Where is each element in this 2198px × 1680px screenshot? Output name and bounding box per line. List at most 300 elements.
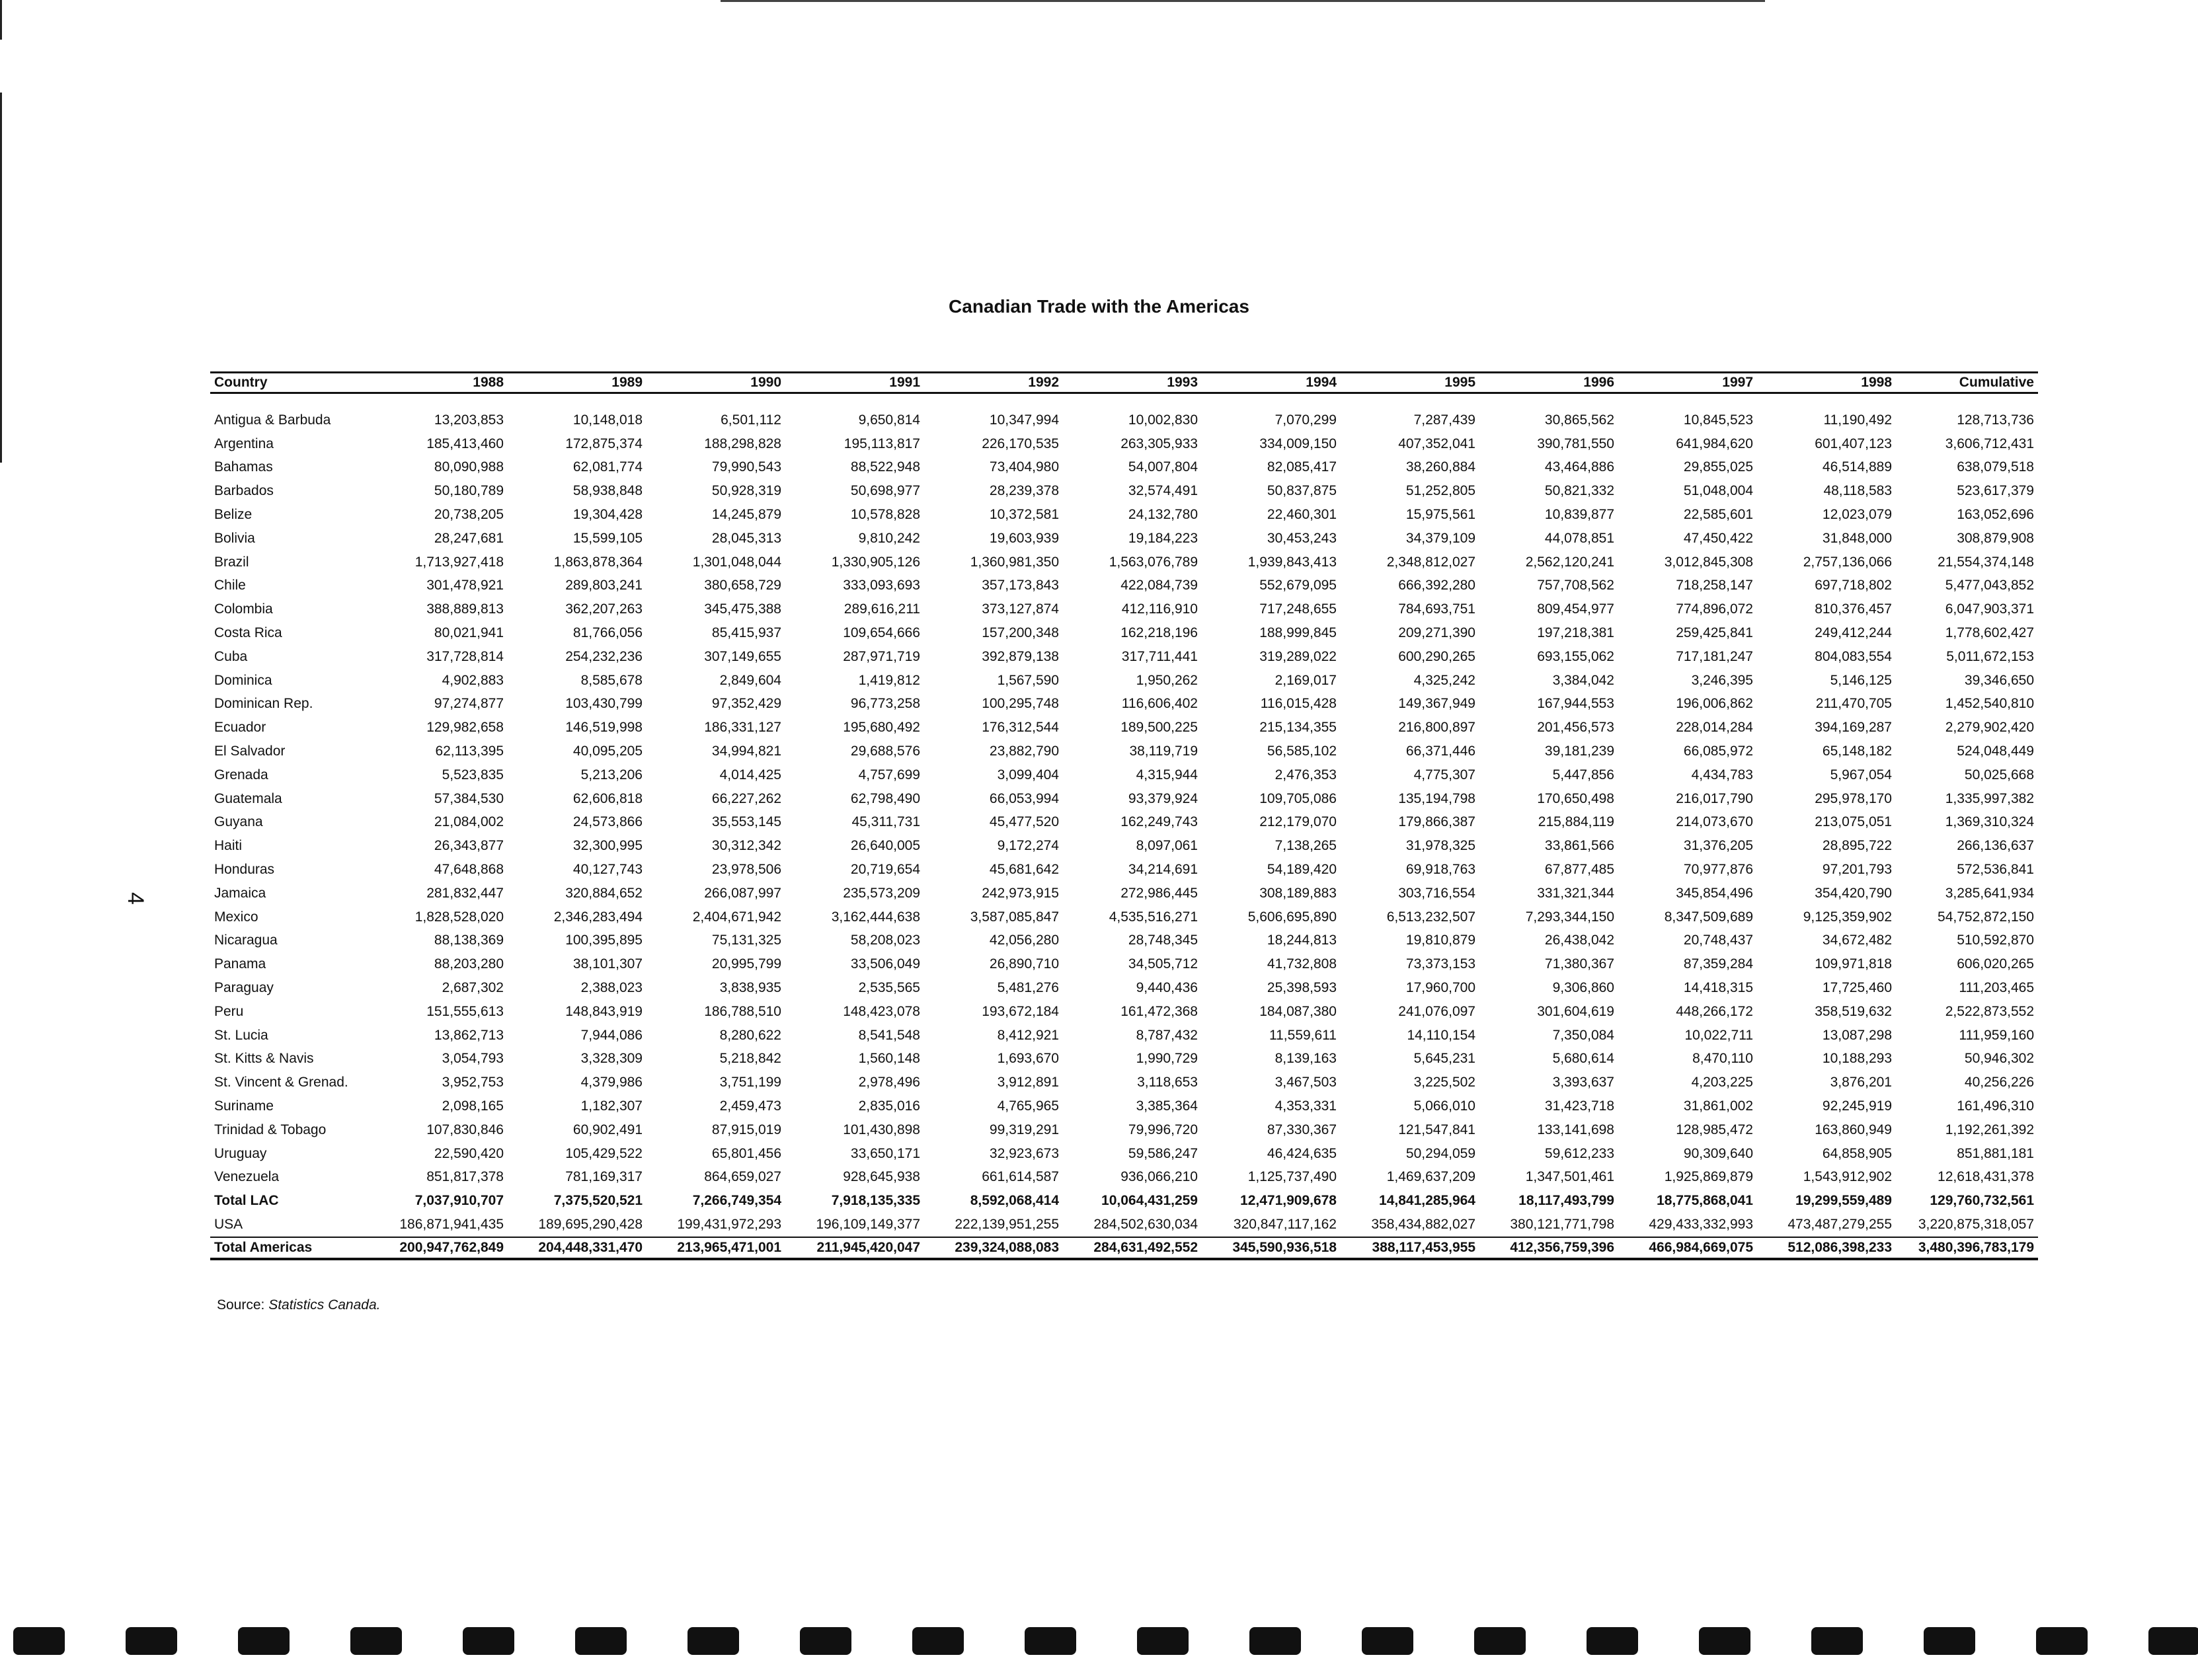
value-cell: 2,835,016: [858, 1098, 920, 1114]
value-cell: 12,471,909,678: [1240, 1193, 1337, 1209]
value-cell: 7,918,135,335: [831, 1193, 920, 1209]
value-cell: 199,431,972,293: [677, 1216, 781, 1232]
value-cell: 97,274,877: [434, 696, 504, 712]
value-cell: 34,505,712: [1128, 956, 1198, 972]
value-cell: 7,266,749,354: [692, 1193, 781, 1209]
value-cell: 717,248,655: [1259, 601, 1337, 617]
value-cell: 184,087,380: [1259, 1003, 1337, 1019]
value-cell: 151,555,613: [426, 1003, 504, 1019]
value-cell: 10,372,581: [989, 507, 1059, 523]
table-body: [210, 393, 2038, 1259]
value-cell: 281,832,447: [426, 885, 504, 901]
value-cell: 266,087,997: [704, 885, 781, 901]
table-row: [210, 1213, 2038, 1237]
value-cell: 100,395,895: [565, 933, 643, 948]
value-cell: 62,798,490: [850, 790, 920, 806]
value-cell: 109,971,818: [1815, 956, 1892, 972]
value-cell: 30,453,243: [1267, 530, 1337, 546]
value-cell: 87,915,019: [711, 1122, 781, 1137]
value-cell: 22,460,301: [1267, 507, 1337, 523]
perforation-mark: [1025, 1627, 1076, 1655]
value-cell: 1,301,048,044: [692, 554, 781, 570]
value-cell: 1,335,997,382: [1945, 790, 2034, 806]
value-cell: 28,045,313: [711, 530, 781, 546]
value-cell: 10,148,018: [572, 412, 643, 428]
table-row: [210, 621, 2038, 645]
value-cell: 512,086,398,233: [1757, 1237, 1896, 1259]
country-cell: Honduras: [214, 862, 275, 878]
table-row: [210, 1118, 2038, 1142]
column-header-1992: 1992: [924, 373, 1063, 393]
value-cell: 59,586,247: [1128, 1145, 1198, 1161]
value-cell: 1,330,905,126: [831, 554, 920, 570]
value-cell: 289,616,211: [844, 601, 920, 617]
value-cell: 3,099,404: [997, 767, 1059, 783]
value-cell: 3,225,502: [1413, 1075, 1475, 1090]
perforation-mark: [1362, 1627, 1413, 1655]
value-cell: 222,139,951,255: [955, 1216, 1059, 1232]
value-cell: 3,162,444,638: [831, 909, 920, 925]
value-cell: 241,076,097: [1398, 1003, 1475, 1019]
value-cell: 82,085,417: [1267, 459, 1337, 475]
value-cell: 107,830,846: [426, 1122, 504, 1137]
country-cell: Trinidad & Tobago: [214, 1122, 327, 1137]
value-cell: 1,713,927,418: [414, 554, 504, 570]
table-row: [210, 693, 2038, 716]
value-cell: 48,118,583: [1823, 483, 1892, 499]
value-cell: 26,438,042: [1544, 933, 1614, 948]
value-cell: 41,732,808: [1267, 956, 1337, 972]
value-cell: 9,172,274: [997, 838, 1059, 854]
value-cell: 38,260,884: [1405, 459, 1475, 475]
value-cell: 5,066,010: [1413, 1098, 1475, 1114]
value-cell: 1,182,307: [580, 1098, 643, 1114]
value-cell: 358,434,882,027: [1371, 1216, 1475, 1232]
value-cell: 392,879,138: [982, 648, 1059, 664]
value-cell: 4,535,516,271: [1109, 909, 1198, 925]
value-cell: 2,279,902,420: [1945, 720, 2034, 736]
value-cell: 301,604,619: [1537, 1003, 1614, 1019]
value-cell: 148,423,078: [843, 1003, 920, 1019]
table-row: [210, 456, 2038, 480]
value-cell: 334,009,150: [1259, 436, 1337, 451]
value-cell: 64,858,905: [1822, 1145, 1892, 1161]
value-cell: 18,244,813: [1267, 933, 1337, 948]
value-cell: 193,672,184: [982, 1003, 1059, 1019]
value-cell: 90,309,640: [1683, 1145, 1753, 1161]
value-cell: 80,090,988: [434, 459, 504, 475]
country-cell: Dominica: [214, 672, 272, 688]
value-cell: 641,984,620: [1676, 436, 1753, 451]
value-cell: 100,295,748: [982, 696, 1059, 712]
perforation-mark: [350, 1627, 402, 1655]
value-cell: 15,975,561: [1405, 507, 1475, 523]
table-row: [210, 834, 2038, 858]
table-row: [210, 1071, 2038, 1094]
table-row: [210, 905, 2038, 929]
perforation-mark: [1924, 1627, 1975, 1655]
value-cell: 1,950,262: [1136, 672, 1198, 688]
value-cell: 266,136,637: [1957, 838, 2034, 854]
value-cell: 46,424,635: [1267, 1145, 1337, 1161]
perforation-mark: [2148, 1627, 2198, 1655]
value-cell: 3,480,396,783,179: [1896, 1237, 2038, 1259]
value-cell: 19,184,223: [1128, 530, 1198, 546]
value-cell: 189,695,290,428: [538, 1216, 643, 1232]
value-cell: 5,606,695,890: [1247, 909, 1337, 925]
page-number: 4: [122, 892, 148, 905]
table-row: [210, 1189, 2038, 1213]
value-cell: 58,938,848: [572, 483, 643, 499]
source-name: Statistics Canada.: [268, 1297, 381, 1313]
value-cell: 116,606,402: [1121, 696, 1198, 712]
value-cell: 7,037,910,707: [414, 1193, 504, 1209]
value-cell: 362,207,263: [565, 601, 643, 617]
value-cell: 473,487,279,255: [1787, 1216, 1892, 1232]
value-cell: 757,708,562: [1537, 578, 1614, 593]
value-cell: 7,350,084: [1552, 1027, 1614, 1043]
value-cell: 35,553,145: [711, 814, 781, 830]
perforation-mark: [1811, 1627, 1863, 1655]
value-cell: 103,430,799: [565, 696, 643, 712]
country-cell: Peru: [214, 1003, 244, 1019]
value-cell: 214,073,670: [1676, 814, 1753, 830]
value-cell: 79,996,720: [1128, 1122, 1198, 1137]
value-cell: 186,871,941,435: [399, 1216, 504, 1232]
value-cell: 201,456,573: [1537, 720, 1614, 736]
value-cell: 50,821,332: [1544, 483, 1614, 499]
value-cell: 97,352,429: [711, 696, 781, 712]
value-cell: 129,760,732,561: [1930, 1193, 2034, 1209]
value-cell: 809,454,977: [1537, 601, 1614, 617]
value-cell: 97,201,793: [1822, 862, 1892, 878]
value-cell: 9,440,436: [1136, 980, 1198, 996]
value-cell: 62,113,395: [435, 744, 504, 759]
value-cell: 2,388,023: [580, 980, 643, 996]
value-cell: 1,469,637,209: [1386, 1169, 1475, 1185]
value-cell: 10,022,711: [1684, 1027, 1753, 1043]
value-cell: 466,984,669,075: [1618, 1237, 1757, 1259]
value-cell: 96,773,258: [850, 696, 920, 712]
value-cell: 3,912,891: [997, 1075, 1059, 1090]
country-cell: Suriname: [214, 1098, 274, 1114]
value-cell: 523,617,379: [1957, 483, 2034, 499]
value-cell: 38,119,719: [1129, 744, 1198, 759]
value-cell: 92,245,919: [1822, 1098, 1892, 1114]
value-cell: 188,298,828: [704, 436, 781, 451]
value-cell: 12,618,431,378: [1938, 1169, 2034, 1185]
country-cell: Dominican Rep.: [214, 696, 313, 712]
column-header-1994: 1994: [1202, 373, 1341, 393]
binding-mark-middle: [0, 93, 2, 463]
country-cell: St. Lucia: [214, 1027, 268, 1043]
value-cell: 19,299,559,489: [1795, 1193, 1892, 1209]
value-cell: 317,711,441: [1121, 648, 1198, 664]
value-cell: 13,203,853: [434, 412, 504, 428]
value-cell: 45,681,642: [989, 862, 1059, 878]
value-cell: 3,876,201: [1830, 1075, 1892, 1090]
column-header-cumulative: Cumulative: [1896, 373, 2038, 393]
value-cell: 39,346,650: [1964, 672, 2034, 688]
value-cell: 8,412,921: [997, 1027, 1059, 1043]
value-cell: 235,573,209: [843, 885, 920, 901]
country-cell: Cuba: [214, 648, 248, 664]
value-cell: 552,679,095: [1259, 578, 1337, 593]
value-cell: 249,412,244: [1815, 625, 1892, 641]
value-cell: 19,304,428: [572, 507, 643, 523]
value-cell: 226,170,535: [982, 436, 1059, 451]
value-cell: 80,021,941: [434, 625, 504, 641]
value-cell: 185,413,460: [426, 436, 504, 451]
value-cell: 18,775,868,041: [1657, 1193, 1753, 1209]
value-cell: 66,053,994: [989, 790, 1059, 806]
value-cell: 2,687,302: [442, 980, 504, 996]
value-cell: 31,376,205: [1683, 838, 1753, 854]
value-cell: 1,939,843,413: [1247, 554, 1337, 570]
table-row: [210, 811, 2038, 835]
value-cell: 109,654,666: [843, 625, 920, 641]
value-cell: 69,918,763: [1405, 862, 1475, 878]
value-cell: 28,239,378: [989, 483, 1059, 499]
value-cell: 10,845,523: [1683, 412, 1753, 428]
value-cell: 601,407,123: [1815, 436, 1892, 451]
country-cell: Brazil: [214, 554, 249, 570]
value-cell: 388,889,813: [426, 601, 504, 617]
value-cell: 211,945,420,047: [785, 1237, 924, 1259]
value-cell: 129,982,658: [426, 720, 504, 736]
value-cell: 24,132,780: [1128, 507, 1198, 523]
value-cell: 3,606,712,431: [1945, 436, 2034, 451]
value-cell: 259,425,841: [1676, 625, 1753, 641]
value-cell: 254,232,236: [565, 648, 643, 664]
value-cell: 19,810,879: [1405, 933, 1475, 948]
value-cell: 28,247,681: [434, 530, 504, 546]
value-cell: 284,631,492,552: [1063, 1237, 1202, 1259]
value-cell: 46,514,889: [1822, 459, 1892, 475]
value-cell: 47,648,868: [434, 862, 504, 878]
value-cell: 23,978,506: [711, 862, 781, 878]
top-edge-rule: [721, 0, 1765, 2]
value-cell: 331,321,344: [1537, 885, 1614, 901]
country-cell: Bolivia: [214, 530, 255, 546]
value-cell: 170,650,498: [1537, 790, 1614, 806]
value-cell: 26,343,877: [434, 838, 504, 854]
value-cell: 73,404,980: [989, 459, 1059, 475]
table-row: [210, 929, 2038, 953]
value-cell: 186,331,127: [704, 720, 781, 736]
country-cell: Nicaragua: [214, 933, 278, 948]
value-cell: 65,148,182: [1822, 744, 1892, 759]
value-cell: 4,325,242: [1413, 672, 1475, 688]
value-cell: 284,502,630,034: [1093, 1216, 1198, 1232]
value-cell: 213,965,471,001: [647, 1237, 785, 1259]
value-cell: 242,973,915: [982, 885, 1059, 901]
value-cell: 3,384,042: [1552, 672, 1614, 688]
value-cell: 345,475,388: [704, 601, 781, 617]
value-cell: 429,433,332,993: [1649, 1216, 1753, 1232]
value-cell: 135,194,798: [1398, 790, 1475, 806]
value-cell: 28,748,345: [1128, 933, 1198, 948]
value-cell: 75,131,325: [711, 933, 781, 948]
value-cell: 8,280,622: [719, 1027, 781, 1043]
value-cell: 3,012,845,308: [1664, 554, 1753, 570]
value-cell: 197,218,381: [1537, 625, 1614, 641]
value-cell: 2,098,165: [442, 1098, 504, 1114]
value-cell: 2,535,565: [858, 980, 920, 996]
value-cell: 32,923,673: [989, 1145, 1059, 1161]
value-cell: 14,841,285,964: [1379, 1193, 1475, 1209]
country-cell: Guyana: [214, 814, 263, 830]
country-cell: Colombia: [214, 601, 273, 617]
country-cell: Chile: [214, 578, 246, 593]
value-cell: 161,496,310: [1957, 1098, 2034, 1114]
value-cell: 10,064,431,259: [1101, 1193, 1198, 1209]
value-cell: 111,959,160: [1959, 1027, 2034, 1043]
value-cell: 50,928,319: [711, 483, 781, 499]
value-cell: 8,139,163: [1275, 1051, 1337, 1067]
value-cell: 228,014,284: [1676, 720, 1753, 736]
column-header-1996: 1996: [1479, 373, 1618, 393]
value-cell: 40,256,226: [1964, 1075, 2034, 1090]
table-row: [210, 858, 2038, 882]
column-header-1991: 1991: [785, 373, 924, 393]
perforation-mark: [463, 1627, 514, 1655]
value-cell: 345,590,936,518: [1202, 1237, 1341, 1259]
value-cell: 29,688,576: [850, 744, 920, 759]
value-cell: 31,848,000: [1822, 530, 1892, 546]
value-cell: 4,353,331: [1275, 1098, 1337, 1114]
value-cell: 303,716,554: [1398, 885, 1475, 901]
value-cell: 2,978,496: [858, 1075, 920, 1090]
value-cell: 20,748,437: [1683, 933, 1753, 948]
country-cell: Total LAC: [214, 1193, 279, 1209]
value-cell: 3,467,503: [1275, 1075, 1337, 1090]
value-cell: 15,599,105: [572, 530, 643, 546]
page-title: Canadian Trade with the Americas: [949, 296, 1249, 317]
value-cell: 388,117,453,955: [1341, 1237, 1479, 1259]
country-cell: Jamaica: [214, 885, 266, 901]
value-cell: 26,640,005: [850, 838, 920, 854]
value-cell: 2,562,120,241: [1525, 554, 1614, 570]
value-cell: 215,884,119: [1538, 814, 1614, 830]
value-cell: 73,373,153: [1405, 956, 1475, 972]
value-cell: 20,719,654: [850, 862, 920, 878]
value-cell: 606,020,265: [1957, 956, 2034, 972]
value-cell: 25,398,593: [1267, 980, 1337, 996]
value-cell: 38,101,307: [572, 956, 643, 972]
value-cell: 79,990,543: [711, 459, 781, 475]
country-cell: Haiti: [214, 838, 243, 854]
country-cell: Paraguay: [214, 980, 274, 996]
column-header-1993: 1993: [1063, 373, 1202, 393]
value-cell: 10,188,293: [1822, 1051, 1892, 1067]
perforation-mark: [575, 1627, 627, 1655]
value-cell: 4,902,883: [442, 672, 504, 688]
value-cell: 2,849,604: [719, 672, 781, 688]
value-cell: 21,554,374,148: [1938, 554, 2034, 570]
value-cell: 8,592,068,414: [970, 1193, 1059, 1209]
value-cell: 407,352,041: [1398, 436, 1475, 451]
value-cell: 1,192,261,392: [1945, 1122, 2034, 1137]
value-cell: 2,459,473: [719, 1098, 781, 1114]
column-header-1998: 1998: [1757, 373, 1896, 393]
value-cell: 128,985,472: [1676, 1122, 1753, 1137]
perforation-mark: [2036, 1627, 2088, 1655]
value-cell: 209,271,390: [1398, 625, 1475, 641]
value-cell: 121,547,841: [1398, 1122, 1475, 1137]
value-cell: 697,718,802: [1815, 578, 1892, 593]
value-cell: 1,828,528,020: [414, 909, 504, 925]
value-cell: 380,121,771,798: [1510, 1216, 1614, 1232]
value-cell: 5,481,276: [997, 980, 1059, 996]
value-cell: 34,214,691: [1128, 862, 1198, 878]
value-cell: 111,203,465: [1959, 980, 2034, 996]
value-cell: 572,536,841: [1957, 862, 2034, 878]
table-row: [210, 1000, 2038, 1024]
value-cell: 1,543,912,902: [1803, 1169, 1892, 1185]
value-cell: 422,084,739: [1120, 578, 1198, 593]
value-cell: 301,478,921: [426, 578, 504, 593]
value-cell: 34,379,109: [1405, 530, 1475, 546]
value-cell: 105,429,522: [565, 1145, 643, 1161]
value-cell: 216,800,897: [1398, 720, 1475, 736]
value-cell: 66,085,972: [1683, 744, 1753, 759]
value-cell: 666,392,280: [1398, 578, 1475, 593]
value-cell: 6,513,232,507: [1386, 909, 1475, 925]
value-cell: 600,290,265: [1398, 648, 1475, 664]
table-row: [210, 574, 2038, 598]
value-cell: 58,208,023: [850, 933, 920, 948]
value-cell: 8,347,509,689: [1664, 909, 1753, 925]
perforation-mark: [1474, 1627, 1526, 1655]
perforation-mark: [126, 1627, 177, 1655]
country-cell: Antigua & Barbuda: [214, 412, 331, 428]
value-cell: 19,603,939: [989, 530, 1059, 546]
value-cell: 2,522,873,552: [1945, 1003, 2034, 1019]
value-cell: 13,087,298: [1822, 1027, 1892, 1043]
value-cell: 188,999,845: [1259, 625, 1337, 641]
value-cell: 4,014,425: [719, 767, 781, 783]
country-cell: Costa Rica: [214, 625, 282, 641]
value-cell: 42,056,280: [989, 933, 1059, 948]
country-cell: Total Americas: [210, 1237, 369, 1259]
value-cell: 9,306,860: [1552, 980, 1614, 996]
value-cell: 774,896,072: [1676, 601, 1753, 617]
value-cell: 50,837,875: [1267, 483, 1337, 499]
value-cell: 195,680,492: [843, 720, 920, 736]
value-cell: 66,371,446: [1405, 744, 1475, 759]
value-cell: 65,801,456: [711, 1145, 781, 1161]
column-header-1995: 1995: [1341, 373, 1479, 393]
value-cell: 928,645,938: [843, 1169, 920, 1185]
value-cell: 1,990,729: [1136, 1051, 1198, 1067]
value-cell: 88,203,280: [434, 956, 504, 972]
value-cell: 50,025,668: [1964, 767, 2034, 783]
table-row: [210, 551, 2038, 574]
table-header-row: [210, 373, 2038, 393]
value-cell: 88,522,948: [850, 459, 920, 475]
value-cell: 6,047,903,371: [1945, 601, 2034, 617]
value-cell: 4,379,986: [580, 1075, 643, 1090]
column-header-1990: 1990: [647, 373, 785, 393]
value-cell: 163,860,949: [1815, 1122, 1892, 1137]
value-cell: 31,978,325: [1405, 838, 1475, 854]
value-cell: 3,838,935: [719, 980, 781, 996]
value-cell: 9,650,814: [858, 412, 920, 428]
value-cell: 51,048,004: [1683, 483, 1753, 499]
value-cell: 1,369,310,324: [1945, 814, 2034, 830]
value-cell: 14,245,879: [711, 507, 781, 523]
